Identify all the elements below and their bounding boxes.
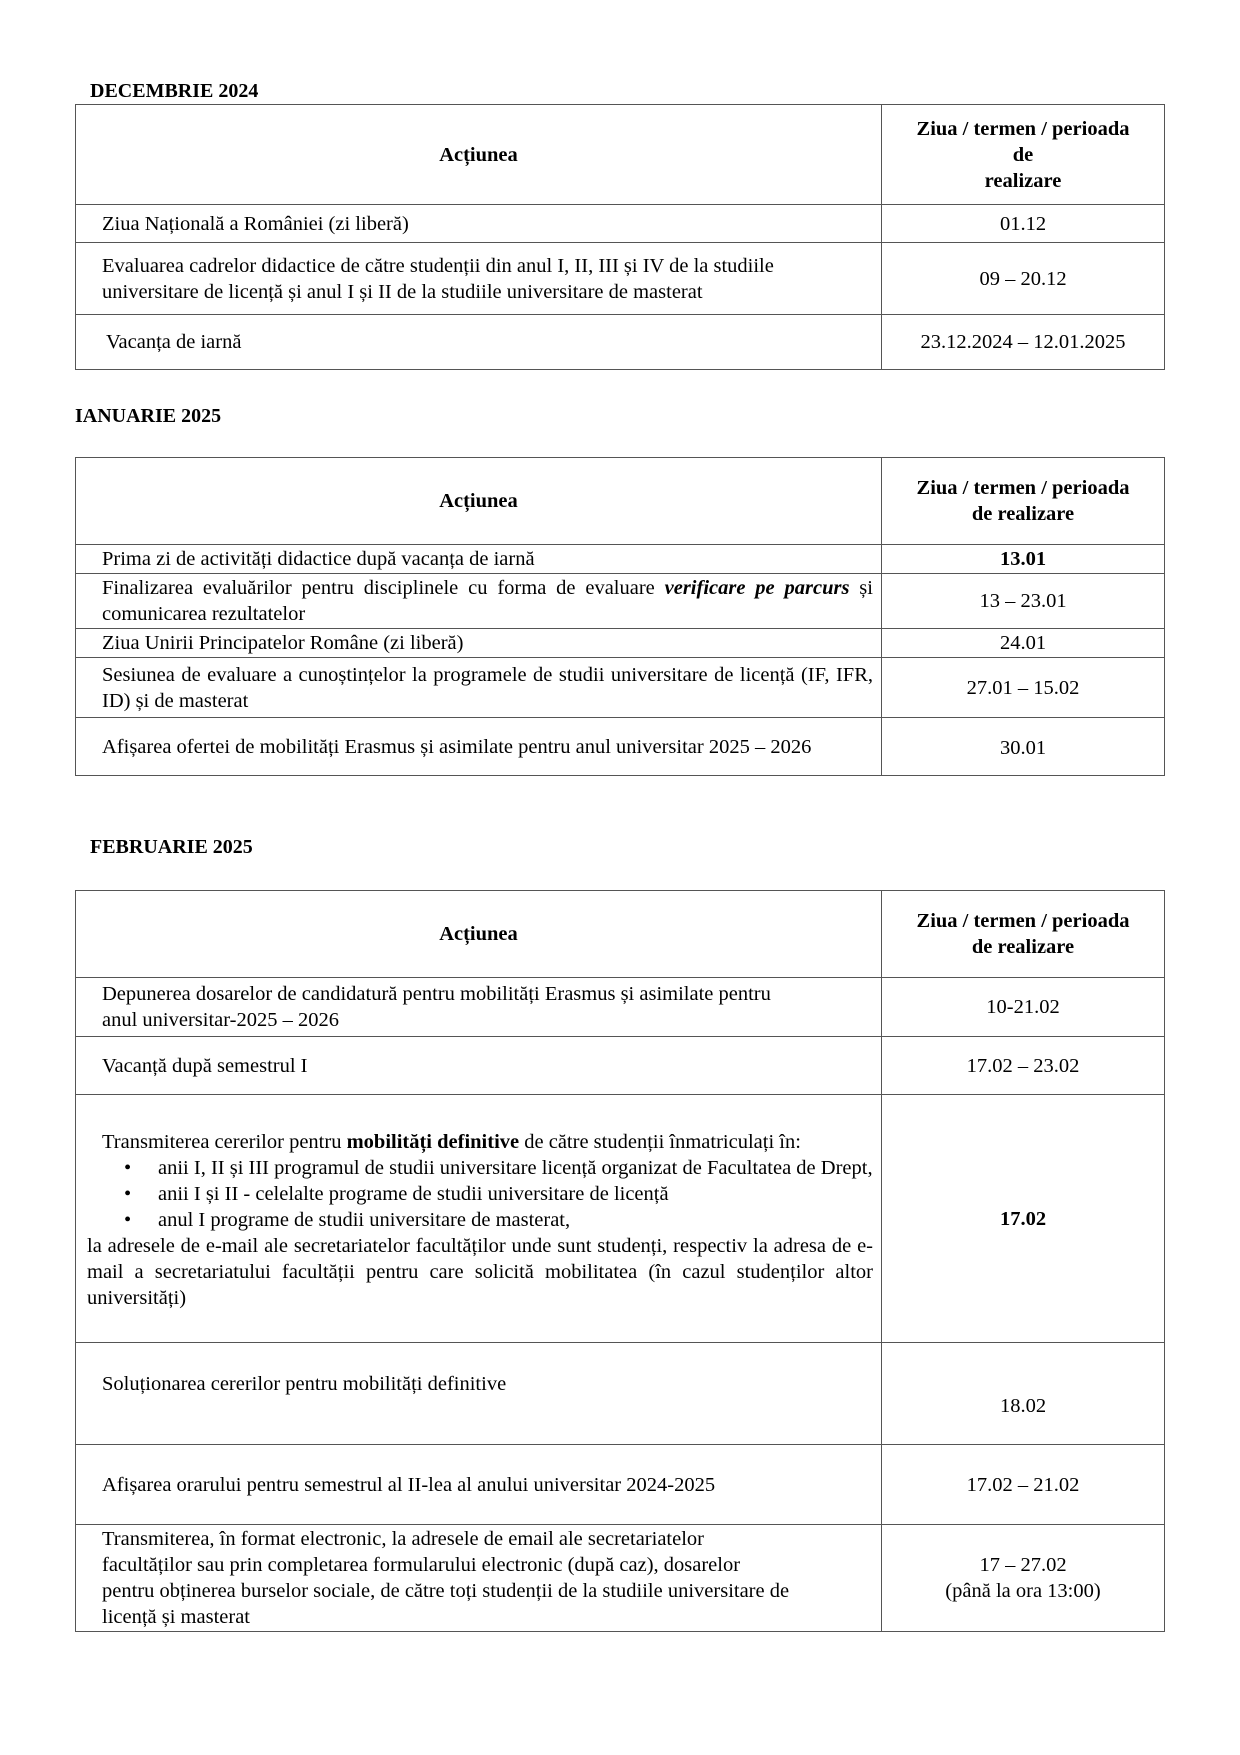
table-row [76,978,1165,1037]
date-cell: 13.01 [882,545,1165,574]
date-cell: 13 – 23.01 [882,574,1165,629]
table-row [76,1343,1165,1445]
action-cell: Ziua Unirii Principatelor Române (zi liberă) [76,629,882,658]
action-line: pentru obținerea burselor sociale, de către toți studenții de la studiile universitare de [102,1580,790,1602]
table-row [76,205,1165,243]
date-cell: 24.01 [882,629,1165,658]
month-title-ianuarie: IANUARIE 2025 [75,405,222,427]
action-cell [76,978,882,1037]
date-cell: 01.12 [882,205,1165,243]
action-intro [76,1127,873,1155]
header-date-line2: de [1012,143,1034,166]
action-line: universitare de licență și anul I și II de la studiile universitare de masterat [102,280,703,303]
action-cell [76,243,882,315]
table-row [76,545,1165,574]
date-cell [882,1525,1165,1632]
table-header-row [76,105,1165,205]
action-emphasis: mobilități definitive [346,1130,520,1153]
action-line: facultăților sau prin completarea formularului electronic (după caz), dosarelor [102,1554,741,1576]
action-cell [76,574,882,629]
table-row [76,718,1165,776]
date-cell: 17.02 – 23.02 [882,1037,1165,1095]
month-title-februarie: FEBRUARIE 2025 [90,836,253,858]
bullet-icon: • [124,1208,132,1231]
bullet-list [76,1155,873,1233]
date-cell: 10-21.02 [882,978,1165,1037]
action-cell [76,1095,882,1343]
date-cell: 18.02 [882,1343,1165,1445]
date-cell: 09 – 20.12 [882,243,1165,315]
action-cell [76,1525,882,1632]
action-cell: Vacanță după semestrul I [76,1037,882,1095]
table-row [76,243,1165,315]
table-row [76,574,1165,629]
table-row [76,1525,1165,1632]
header-date-line1: Ziua / termen / perioada [916,910,1130,932]
table-row [76,1037,1165,1095]
table-row [76,315,1165,370]
action-cell: Afișarea orarului pentru semestrul al II-lea al anului universitar 2024-2025 [76,1445,882,1525]
header-date [882,458,1165,545]
action-cell: Soluționarea cererilor pentru mobilități definitive [76,1343,882,1445]
action-line: Transmiterea, în format electronic, la adresele de email ale secretariatelor [102,1528,704,1550]
header-date-line3: realizare [984,169,1062,192]
date-cell: 17.02 [882,1095,1165,1343]
action-line: licență și masterat [102,1606,250,1628]
header-action: Acțiunea [76,458,882,545]
header-date-line1: Ziua / termen / perioada [916,477,1130,499]
action-text: de către studenții înmatriculați în: [519,1130,801,1153]
date-cell: 23.12.2024 – 12.01.2025 [882,315,1165,370]
header-date-line2: de realizare [971,503,1075,525]
action-cell: Prima zi de activități didactice după vacanța de iarnă [76,545,882,574]
table-row [76,1445,1165,1525]
date-cell: 27.01 – 15.02 [882,658,1165,718]
action-cell: Ziua Națională a României (zi liberă) [76,205,882,243]
bullet-icon: • [124,1182,132,1205]
date-cell: 30.01 [882,718,1165,776]
bullet-icon: • [124,1156,132,1179]
table-header-row [76,891,1165,978]
header-date-line1: Ziua / termen / perioada [916,117,1130,140]
header-action: Acțiunea [76,105,882,205]
table-header-row [76,458,1165,545]
action-cell: Vacanța de iarnă [76,315,882,370]
bullet-item: • anii I și II - celelalte programe de studii universitare de licență [124,1182,669,1205]
action-emphasis: verificare pe parcurs [664,577,850,599]
table-decembrie [75,104,1165,370]
table-ianuarie [75,457,1165,776]
table-row [76,629,1165,658]
table-februarie [75,890,1165,1632]
action-line: anul universitar-2025 – 2026 [102,1009,340,1031]
action-cell: Afișarea ofertei de mobilități Erasmus și asimilate pentru anul universitar 2025 – 2026 [76,718,882,776]
header-date [882,105,1165,205]
bullet-item: • anul I programe de studii universitare de masterat, [124,1208,571,1231]
action-tail: la adresele de e-mail ale secretariatelor facultăților unde sunt studenți, respectiv la adresa de e-mail a secretariatului facultății pentru care solicită mobilitatea (în cazul studenților altor universități) [87,1234,873,1309]
date-value: 17 – 27.02 [979,1554,1067,1576]
action-line: Depunerea dosarelor de candidatură pentru mobilități Erasmus și asimilate pentru [102,983,771,1005]
bullet-item: • anii I, II și III programul de studii universitare licență organizat de Facultatea de Drept, [124,1156,873,1179]
month-title-decembrie: DECEMBRIE 2024 [90,80,259,102]
header-date-line2: de realizare [971,936,1075,958]
date-note: (până la ora 13:00) [945,1580,1101,1602]
action-text: Finalizarea evaluărilor pentru disciplinele cu forma de evaluare [102,577,665,599]
action-line: Evaluarea cadrelor didactice de către studenții din anul I, II, III și IV de la studiile [102,254,774,277]
table-row [76,658,1165,718]
action-cell: Sesiunea de evaluare a cunoștințelor la programele de studii universitare de licență (IF, IFR, ID) și de masterat [76,658,882,718]
action-text: Transmiterea cererilor pentru [102,1130,347,1153]
date-cell: 17.02 – 21.02 [882,1445,1165,1525]
header-action: Acțiunea [76,891,882,978]
table-row [76,1095,1165,1343]
header-date [882,891,1165,978]
action-text: și comunicarea rezultatelor [102,577,873,625]
